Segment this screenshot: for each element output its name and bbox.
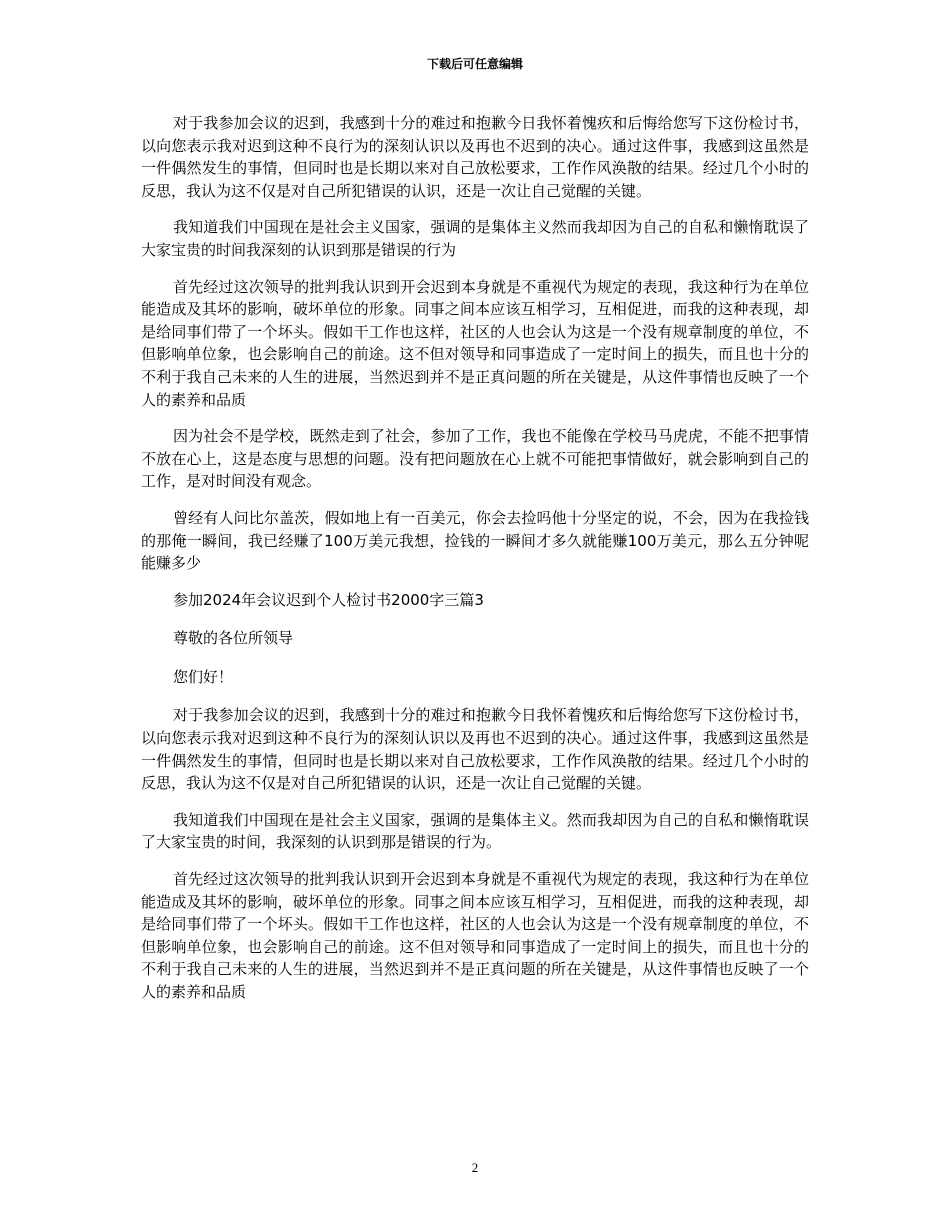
paragraph: 我知道我们中国现在是社会主义国家，强调的是集体主义然而我却因为自己的自私和懒惰耽误了大家宝贵的时间我深刻的认识到那是错误的行为: [141, 218, 809, 259]
paragraph: 对于我参加会议的迟到，我感到十分的难过和抱歉今日我怀着愧疚和后悔给您写下这份检讨书，以向您表示我对迟到这种不良行为的深刻认识以及再也不迟到的决心。通过这件事，我感到这虽然是一件偶然发生的事情，但同时也是长期以来对自己放松要求，工作作风涣散的结果。经过几个小时的反思，我认为这不仅是对自己所犯错误的认识，还是一次让自己觉醒的关键。: [141, 706, 809, 793]
page-number: 2: [471, 1160, 479, 1175]
paragraph: 对于我参加会议的迟到，我感到十分的难过和抱歉今日我怀着愧疚和后悔给您写下这份检讨书，以向您表示我对迟到这种不良行为的深刻认识以及再也不迟到的决心。通过这件事，我感到这虽然是一件偶然发生的事情，但同时也是长期以来对自己放松要求，工作作风涣散的结果。经过几个小时的反思，我认为这不仅是对自己所犯错误的认识，还是一次让自己觉醒的关键。: [141, 114, 809, 200]
paragraph: 因为社会不是学校，既然走到了社会，参加了工作，我也不能像在学校马马虎虎，不能不把事情不放在心上，这是态度与思想的问题。没有把问题放在心上就不可能把事情做好，就会影响到自己的工作，是对时间没有观念。: [141, 427, 809, 491]
page-header-note: 下载后可任意编辑: [426, 57, 523, 71]
section-title: 参加2024年会议迟到个人检讨书2000字三篇3: [173, 590, 484, 609]
document-body: [141, 112, 809, 1018]
greeting: 您们好！: [173, 667, 234, 686]
paragraph: 我知道我们中国现在是社会主义国家，强调的是集体主义。然而我却因为自己的自私和懒惰耽误了大家宝贵的时间，我深刻的认识到那是错误的行为。: [141, 810, 809, 852]
salutation: 尊敬的各位所领导: [173, 629, 294, 648]
paragraph: 首先经过这次领导的批判我认识到开会迟到本身就是不重视代为规定的表现，我这种行为在单位能造成及其坏的影响，破坏单位的形象。同事之间本应该互相学习，互相促进，而我的这种表现，却是给同事们带了一个坏头。假如干工作也这样，社区的人也会认为这是一个没有规章制度的单位，不但影响单位象，也会影响自己的前途。这不但对领导和同事造成了一定时间上的损失，而且也十分的不利于我自己未来的人生的进展，当然迟到并不是正真问题的所在关键是，从这件事情也反映了一个人的素养和品质: [141, 870, 809, 1001]
paragraph: 首先经过这次领导的批判我认识到开会迟到本身就是不重视代为规定的表现，我这种行为在单位能造成及其坏的影响，破坏单位的形象。同事之间本应该互相学习，互相促进，而我的这种表现，却是给同事们带了一个坏头。假如干工作也这样，社区的人也会认为这是一个没有规章制度的单位，不但影响单位象，也会影响自己的前途。这不但对领导和同事造成了一定时间上的损失，而且也十分的不利于我自己未来的人生的进展，当然迟到并不是正真问题的所在关键是，从这件事情也反映了一个人的素养和品质: [141, 277, 809, 409]
paragraph: 曾经有人问比尔盖茨，假如地上有一百美元，你会去捡吗他十分坚定的说，不会，因为在我捡钱的那俺一瞬间，我已经赚了100万美元我想，捡钱的一瞬间才多久就能赚100万美元，那么五分钟呢能赚多少: [141, 508, 809, 573]
